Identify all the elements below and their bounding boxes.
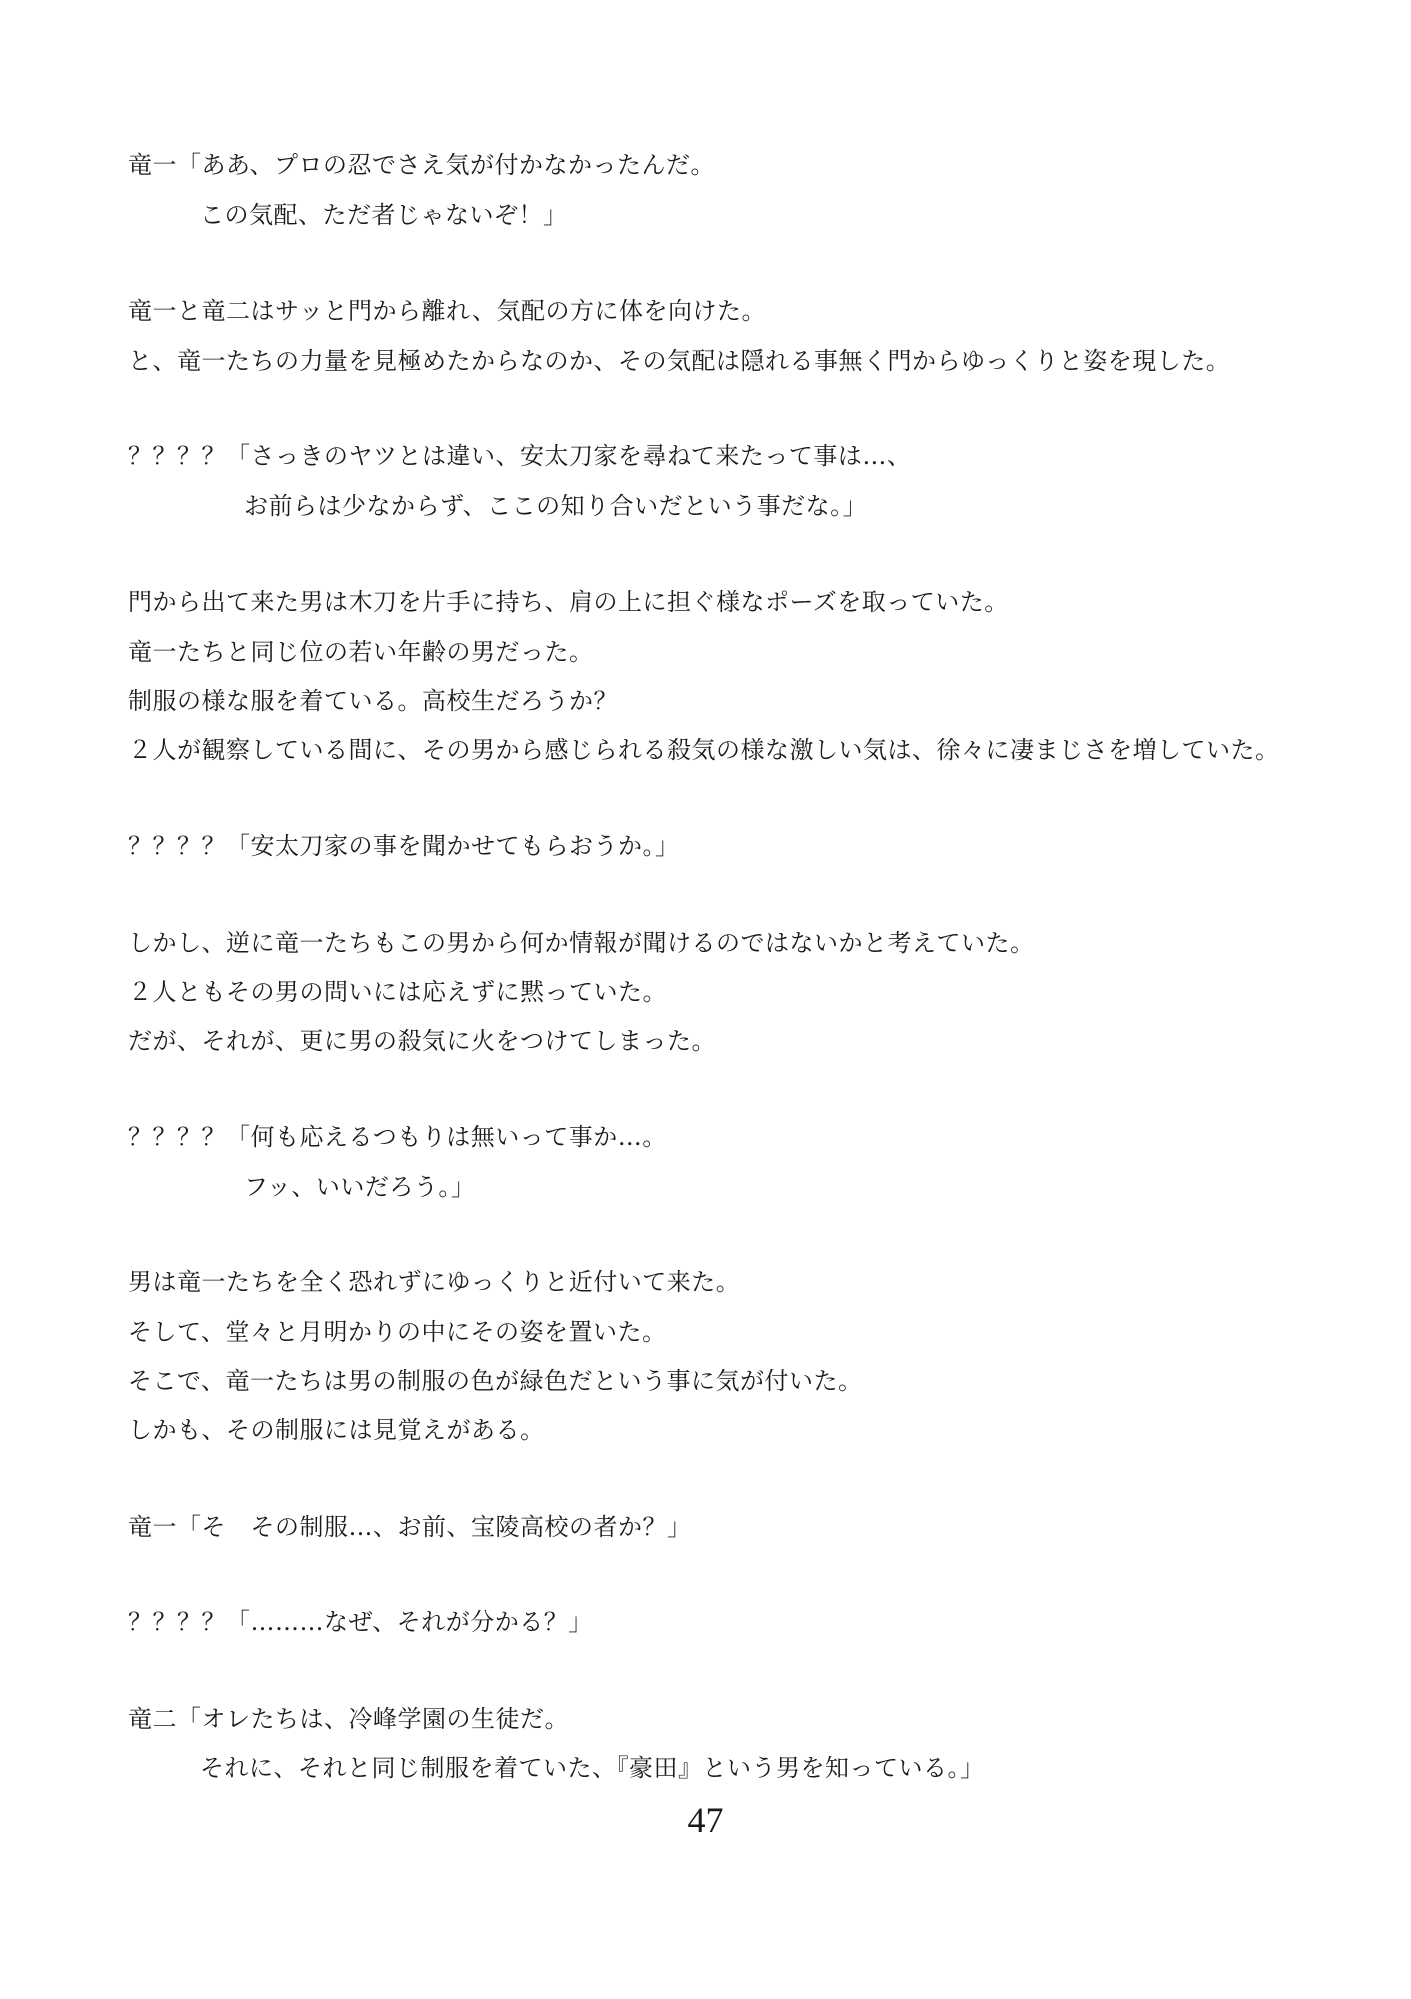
text-line: 制服の様な服を着ている。高校生だろうか？	[128, 687, 618, 715]
text-line: 竜一たちと同じ位の若い年齢の男だった。	[128, 638, 594, 666]
text-line: この気配、ただ者じゃないぞ！」	[200, 201, 568, 229]
text-line: ２人が観察している間に、その男から感じられる殺気の様な激しい気は、徐々に凄まじさを増していた。	[128, 736, 1280, 764]
text-line: 男は竜一たちを全く恐れずにゆっくりと近付いて来た。	[128, 1268, 741, 1296]
text-line: そして、堂々と月明かりの中にその姿を置いた。	[128, 1318, 667, 1346]
text-line: そこで、竜一たちは男の制服の色が緑色だという事に気が付いた。	[128, 1367, 863, 1395]
text-line: 門から出て来た男は木刀を片手に持ち、肩の上に担ぐ様なポーズを取っていた。	[128, 588, 1009, 616]
text-line: しかし、逆に竜一たちもこの男から何か情報が聞けるのではないかと考えていた。	[128, 929, 1035, 957]
text-line: ？？？？「………なぜ、それが分かる？」	[128, 1608, 593, 1636]
text-line: それに、それと同じ制服を着ていた、『豪田』という男を知っている。」	[200, 1754, 985, 1782]
text-line: ２人ともその男の問いには応えずに黙っていた。	[128, 978, 667, 1006]
text-line: 竜二「オレたちは、冷峰学園の生徒だ。	[128, 1705, 569, 1733]
text-line: ？？？？「何も応えるつもりは無いって事か…。	[128, 1123, 667, 1151]
text-line: ？？？？「さっきのヤツとは違い、安太刀家を尋ねて来たって事は…、	[128, 442, 912, 470]
text-line: ？？？？「安太刀家の事を聞かせてもらおうか。」	[128, 832, 680, 860]
text-line: だが、それが、更に男の殺気に火をつけてしまった。	[128, 1027, 716, 1055]
page-number: 47	[687, 1800, 724, 1840]
text-line: お前らは少なからず、ここの知り合いだという事だな。」	[244, 492, 868, 520]
text-line: フッ、いいだろう。」	[244, 1173, 476, 1201]
text-line: 竜一と竜二はサッと門から離れ、気配の方に体を向けた。	[128, 297, 766, 325]
text-line: しかも、その制服には見覚えがある。	[128, 1416, 545, 1444]
text-line: 竜一「そ その制服…、お前、宝陵高校の者か？」	[128, 1513, 692, 1541]
text-line: 竜一「ああ、プロの忍でさえ気が付かなかったんだ。	[128, 151, 716, 179]
text-line: と、竜一たちの力量を見極めたからなのか、その気配は隠れる事無く門からゆっくりと姿を現した。	[128, 347, 1231, 375]
